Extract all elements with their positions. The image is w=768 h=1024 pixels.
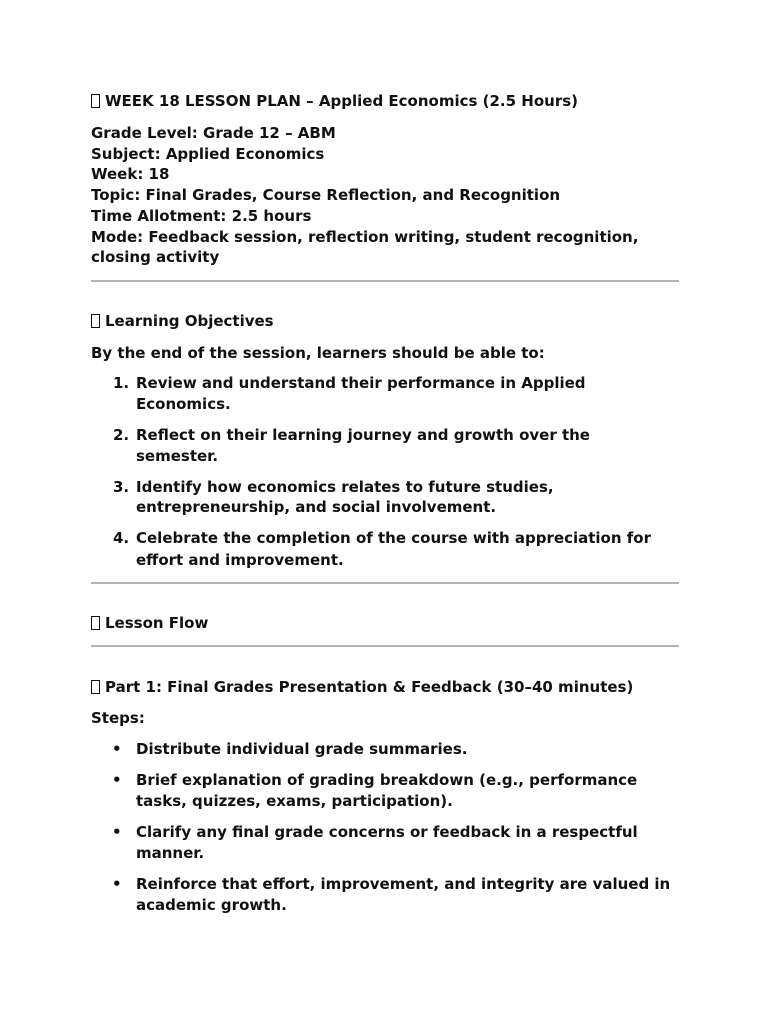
list-item-number: 1. (113, 374, 130, 392)
part1-heading (91, 677, 633, 698)
grade-level-line: Grade Level: Grade 12 – ABM (91, 124, 336, 142)
divider (91, 645, 679, 647)
lesson-flow-heading (91, 613, 208, 634)
subject-line: Subject: Applied Economics (91, 145, 325, 163)
list-item-text: Reflect on their learning journey and growth over the (136, 426, 590, 444)
list-item-text-continued: semester. (136, 447, 219, 465)
bullet-icon: • (112, 823, 122, 841)
divider (91, 280, 679, 282)
page-title-text: WEEK 18 LESSON PLAN – Applied Economics (2.5 Hours) (105, 92, 579, 110)
list-item-text-continued: effort and improvement. (136, 551, 344, 569)
missing-glyph-icon (91, 314, 100, 328)
list-item-number: 2. (113, 426, 130, 444)
bullet-icon: • (112, 740, 122, 758)
divider (91, 582, 679, 584)
bullet-icon: • (112, 875, 122, 893)
bullet-icon: • (112, 771, 122, 789)
list-item-text-continued: tasks, quizzes, exams, participation). (136, 792, 453, 810)
list-item-text: Reinforce that effort, improvement, and integrity are valued in (136, 875, 671, 893)
list-item-number: 3. (113, 478, 130, 496)
list-item-text-continued: academic growth. (136, 896, 287, 914)
missing-glyph-icon (91, 616, 100, 630)
list-item-text-continued: manner. (136, 844, 205, 862)
objectives-intro: By the end of the session, learners should be able to: (91, 344, 545, 362)
objectives-heading-text: Learning Objectives (105, 312, 274, 330)
objectives-heading (91, 311, 274, 332)
list-item-text: Celebrate the completion of the course with appreciation for (136, 529, 651, 547)
missing-glyph-icon (91, 94, 100, 108)
lesson-flow-heading-text: Lesson Flow (105, 614, 209, 632)
list-item-text: Brief explanation of grading breakdown (e.g., performance (136, 771, 638, 789)
missing-glyph-icon (91, 680, 100, 694)
list-item-text: Clarify any final grade concerns or feedback in a respectful (136, 823, 638, 841)
time-allotment-line: Time Allotment: 2.5 hours (91, 207, 312, 225)
steps-label: Steps: (91, 709, 145, 727)
mode-line-continued: closing activity (91, 248, 220, 266)
week-line: Week: 18 (91, 165, 170, 183)
list-item-text-continued: Economics. (136, 395, 231, 413)
mode-line: Mode: Feedback session, reflection writing, student recognition, (91, 228, 639, 246)
list-item-text: Identify how economics relates to future studies, (136, 478, 554, 496)
list-item-number: 4. (113, 529, 130, 547)
part1-heading-text: Part 1: Final Grades Presentation & Feedback (30–40 minutes) (105, 678, 634, 696)
list-item-text: Review and understand their performance in Applied (136, 374, 586, 392)
topic-line: Topic: Final Grades, Course Reflection, and Recognition (91, 186, 561, 204)
page-title (91, 91, 578, 112)
list-item-text-continued: entrepreneurship, and social involvement. (136, 498, 497, 516)
list-item-text: Distribute individual grade summaries. (136, 740, 468, 758)
